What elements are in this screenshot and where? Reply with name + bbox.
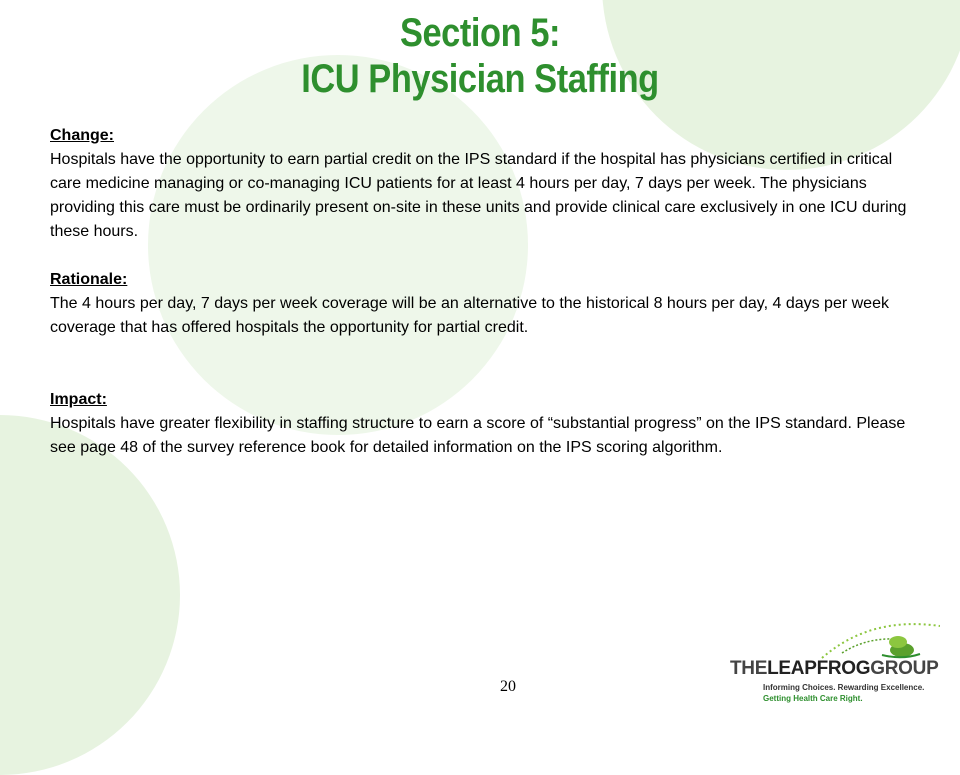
spacer [50,340,920,388]
page-number: 20 [500,678,516,695]
section-heading-impact: Impact: [50,391,107,408]
logo-word-group: GROUP [870,658,939,679]
section-body-impact: Hospitals have greater flexibility in staffing structure to earn a score of “substantial progress” on the IPS standard. Please see page 48 of the survey reference book for detailed information on the IPS scoring algorithm. [50,415,906,456]
section-body-change: Hospitals have the opportunity to earn partial credit on the IPS standard if the hospital has physicians certified in critical care medicine managing or co-managing ICU patients for at least 4 hours per day, 7 days per week. The physicians providing this care must be ordinarily present on-site in these units and provide clinical care exclusively in one ICU during these hours. [50,151,907,240]
logo-word-leapfrog: LEAPFROG [767,658,871,679]
slide-title [67,10,893,102]
leapfrog-logo [730,620,940,710]
slide-content [50,124,920,460]
section-heading-change: Change: [50,127,114,144]
slide-title-line1: Section 5: [399,11,561,55]
spacer [50,244,920,268]
section-body-rationale: The 4 hours per day, 7 days per week coverage will be an alternative to the historical 8 hours per day, 4 days per week coverage that has offered hospitals the opportunity for partial credit. [50,295,889,336]
logo-tagline-1: Informing Choices. Rewarding Excellence. [763,683,925,692]
section-heading-rationale: Rationale: [50,271,128,288]
logo-word-the: THE [730,658,768,679]
background-circle-bottom-left [0,415,180,775]
logo-tagline-2: Getting Health Care Right. [763,694,863,703]
logo-wordmark [730,658,938,680]
slide-title-line2: ICU Physician Staffing [301,57,659,101]
